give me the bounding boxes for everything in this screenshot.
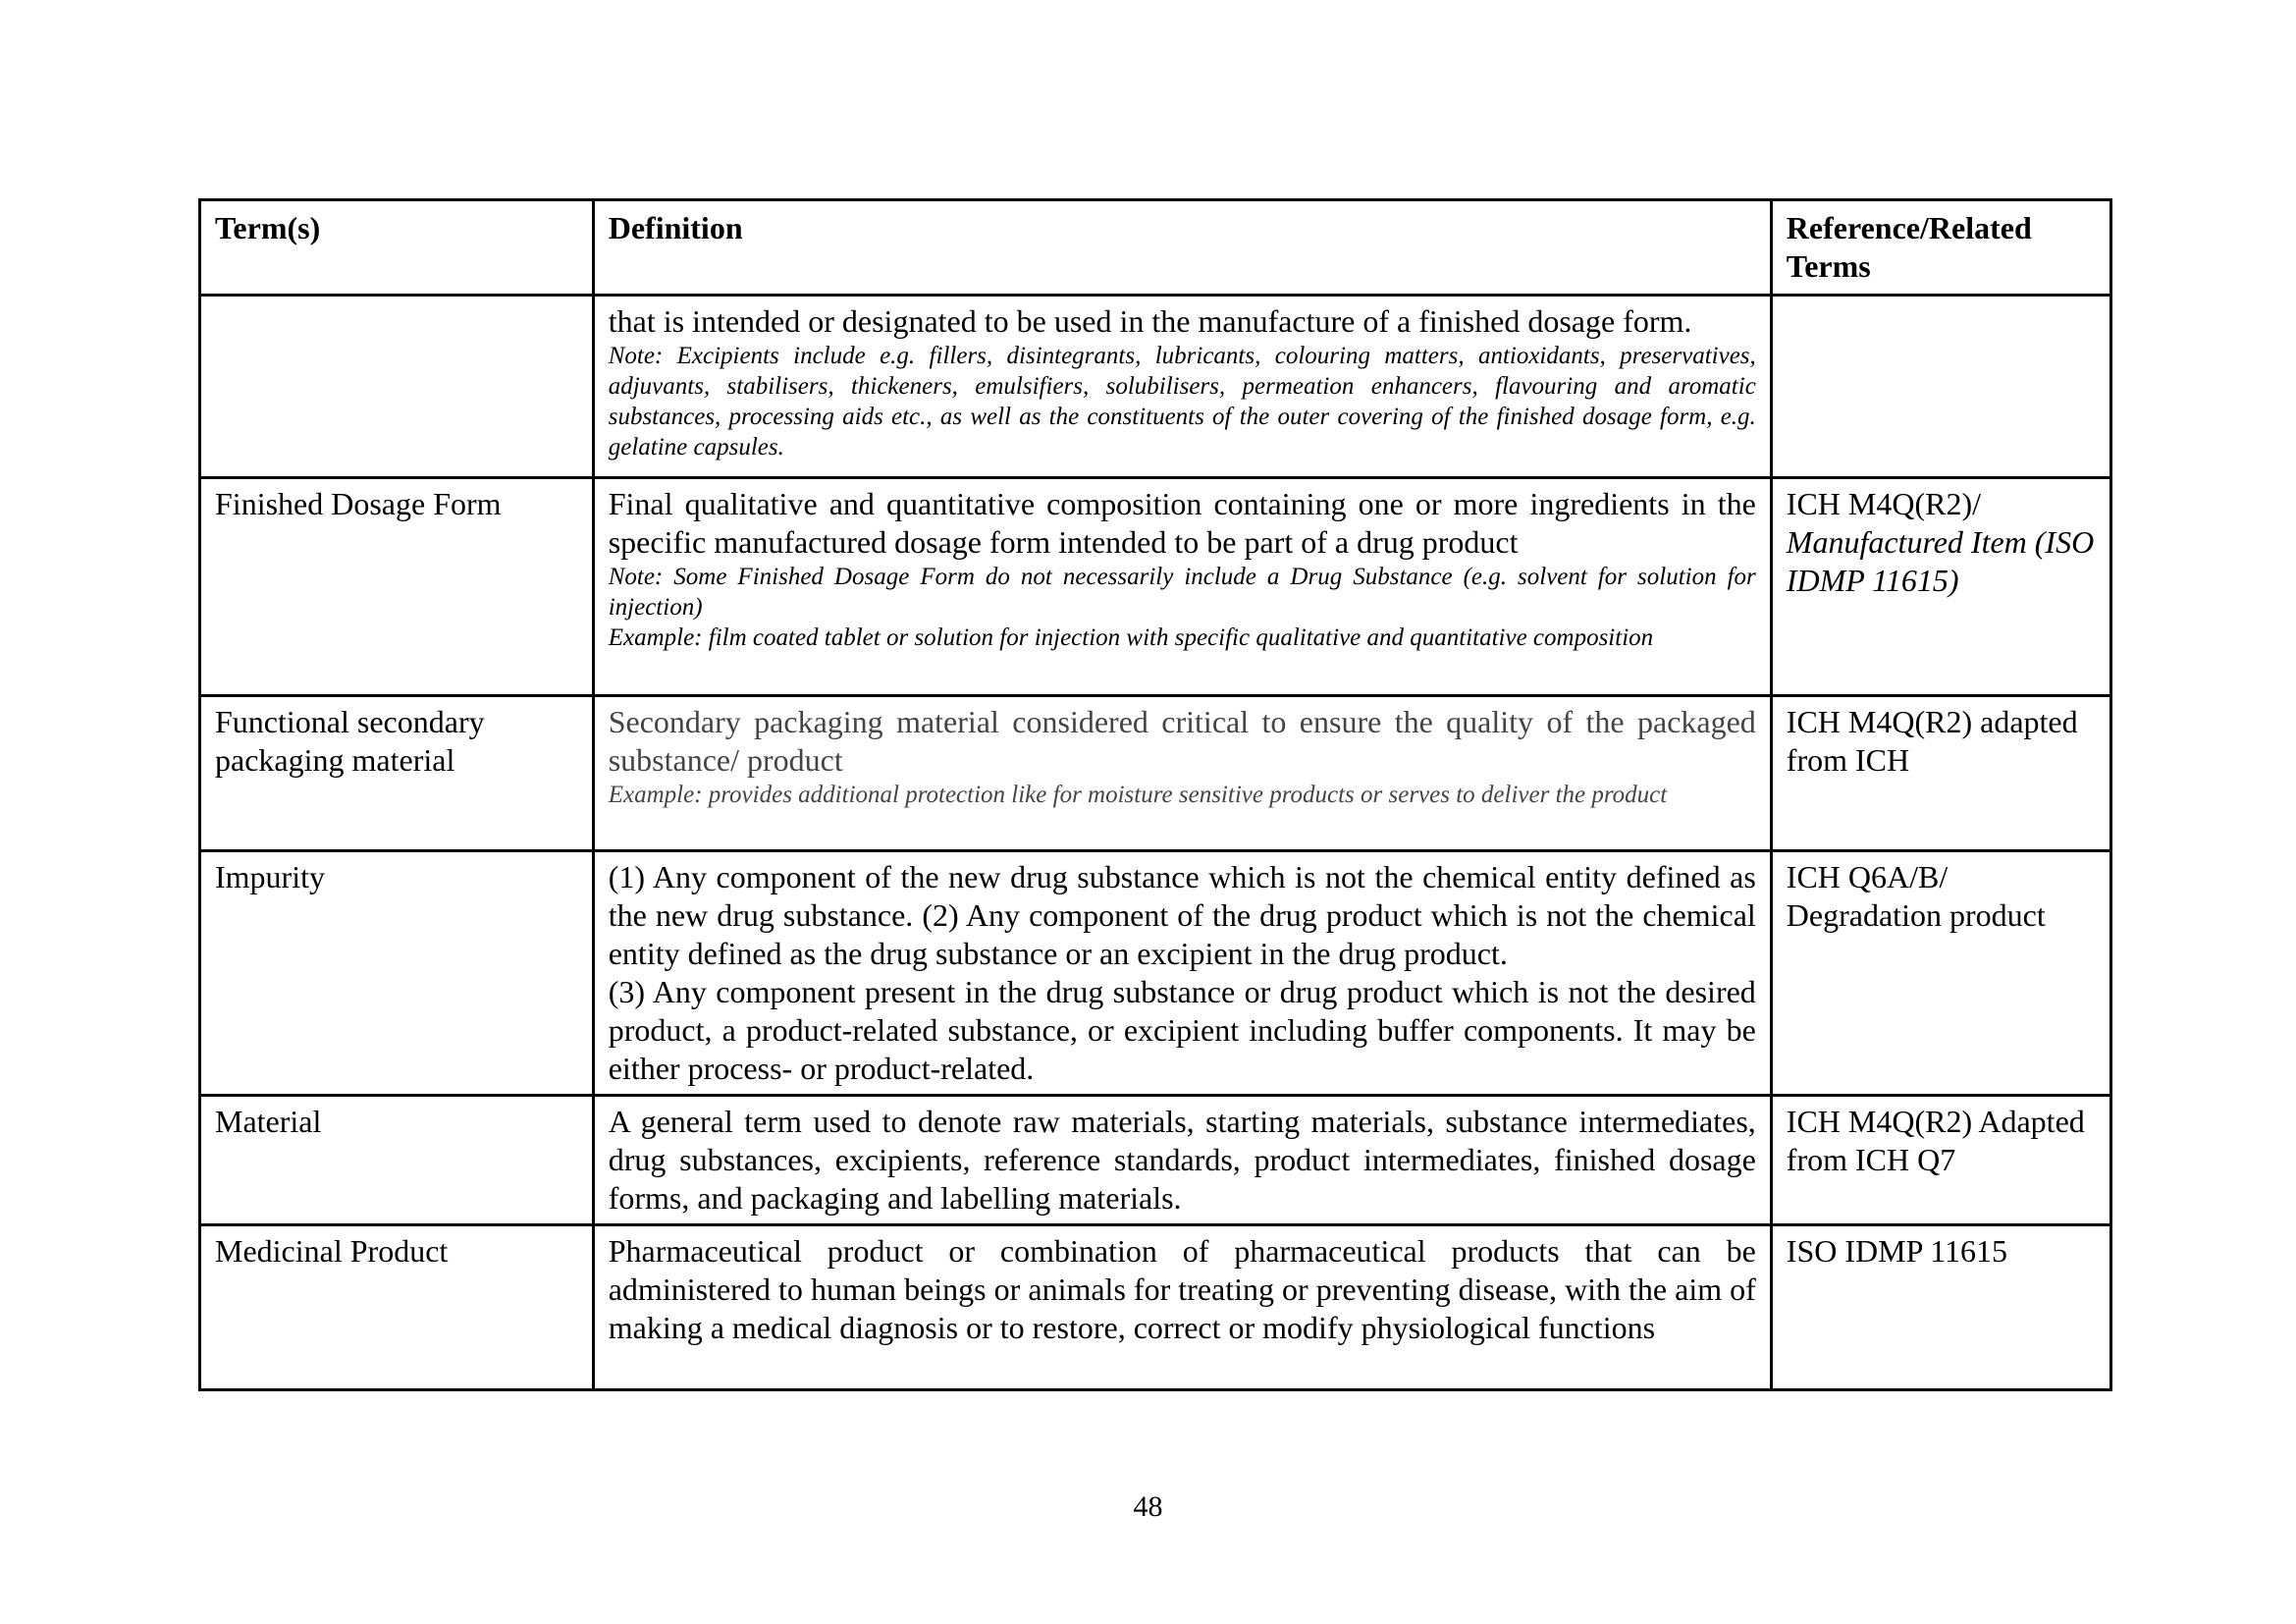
table-row bbox=[200, 478, 2111, 696]
reference-cell: ISO IDMP 11615 bbox=[1771, 1225, 2110, 1390]
table-header-row bbox=[200, 200, 2111, 296]
reference-italic-text: Manufactured Item (ISO IDMP 11615) bbox=[1786, 524, 2095, 598]
term-cell: Finished Dosage Form bbox=[200, 478, 594, 696]
term-cell bbox=[200, 296, 594, 478]
term-cell: Material bbox=[200, 1096, 594, 1225]
reference-cell bbox=[1771, 478, 2110, 696]
reference-cell: ICH M4Q(R2) Adapted from ICH Q7 bbox=[1771, 1096, 2110, 1225]
header-reference: Reference/Related Terms bbox=[1771, 200, 2110, 296]
term-cell: Medicinal Product bbox=[200, 1225, 594, 1390]
definition-cell bbox=[593, 851, 1771, 1096]
table-row bbox=[200, 851, 2111, 1096]
table-row bbox=[200, 1225, 2111, 1390]
definition-cell bbox=[593, 296, 1771, 478]
glossary-table bbox=[198, 198, 2112, 1391]
reference-cell: ICH Q6A/B/ Degradation product bbox=[1771, 851, 2110, 1096]
definition-cell bbox=[593, 696, 1771, 851]
term-cell: Impurity bbox=[200, 851, 594, 1096]
definition-example: Example: provides additional protection like for moisture sensitive products or serves to deliver the product bbox=[608, 782, 1668, 808]
reference-text: ICH M4Q(R2)/ bbox=[1786, 486, 1982, 521]
header-definition: Definition bbox=[593, 200, 1771, 296]
definition-cell bbox=[593, 478, 1771, 696]
definition-text: that is intended or designated to be used in the manufacture of a finished dosage form. bbox=[608, 303, 1692, 339]
definition-example: Example: film coated tablet or solution for injection with specific qualitative and quantitative composition bbox=[608, 624, 1654, 651]
definition-note: Note: Excipients include e.g. fillers, disintegrants, lubricants, colouring matters, antioxidants, preservatives, adjuvants, stabilisers, thickeners, emulsifiers, solubilisers, permeation enhancers, flavouring and aromatic substances, processing aids etc., as well as the constituents of the outer covering of the finished dosage form, e.g. gelatine capsules. bbox=[608, 343, 1756, 460]
table-row bbox=[200, 696, 2111, 851]
definition-note: Note: Some Finished Dosage Form do not necessarily include a Drug Substance (e.g. solvent for solution for injection) bbox=[608, 564, 1756, 621]
page-number: 48 bbox=[1133, 1490, 1163, 1523]
definition-text: Secondary packaging material considered critical to ensure the quality of the packaged substance/ product bbox=[608, 704, 1756, 778]
definition-text: Final qualitative and quantitative composition containing one or more ingredients in the specific manufactured dosage form intended to be part of a drug product bbox=[608, 486, 1756, 560]
reference-cell: ICH M4Q(R2) adapted from ICH bbox=[1771, 696, 2110, 851]
definition-text: Pharmaceutical product or combination of pharmaceutical products that can be administered to human beings or animals for treating or preventing disease, with the aim of making a medical diagnosis or to restore, correct or modify physiological functions bbox=[608, 1233, 1756, 1345]
definition-cell bbox=[593, 1096, 1771, 1225]
definition-cell bbox=[593, 1225, 1771, 1390]
header-term: Term(s) bbox=[200, 200, 594, 296]
definition-text-2: (3) Any component present in the drug substance or drug product which is not the desired product, a product-related substance, or excipient including buffer components. It may be either process- or product-related. bbox=[608, 974, 1756, 1086]
term-cell: Functional secondary packaging material bbox=[200, 696, 594, 851]
table-row bbox=[200, 296, 2111, 478]
definition-text: (1) Any component of the new drug substance which is not the chemical entity defined as the new drug substance. (2) Any component of the drug product which is not the chemical entity defined as the drug substance or an excipient in the drug product. bbox=[608, 859, 1756, 971]
table-row bbox=[200, 1096, 2111, 1225]
reference-cell bbox=[1771, 296, 2110, 478]
definition-text: A general term used to denote raw materials, starting materials, substance intermediates, drug substances, excipients, reference standards, product intermediates, finished dosage forms, and packaging and labelling materials. bbox=[608, 1104, 1756, 1216]
